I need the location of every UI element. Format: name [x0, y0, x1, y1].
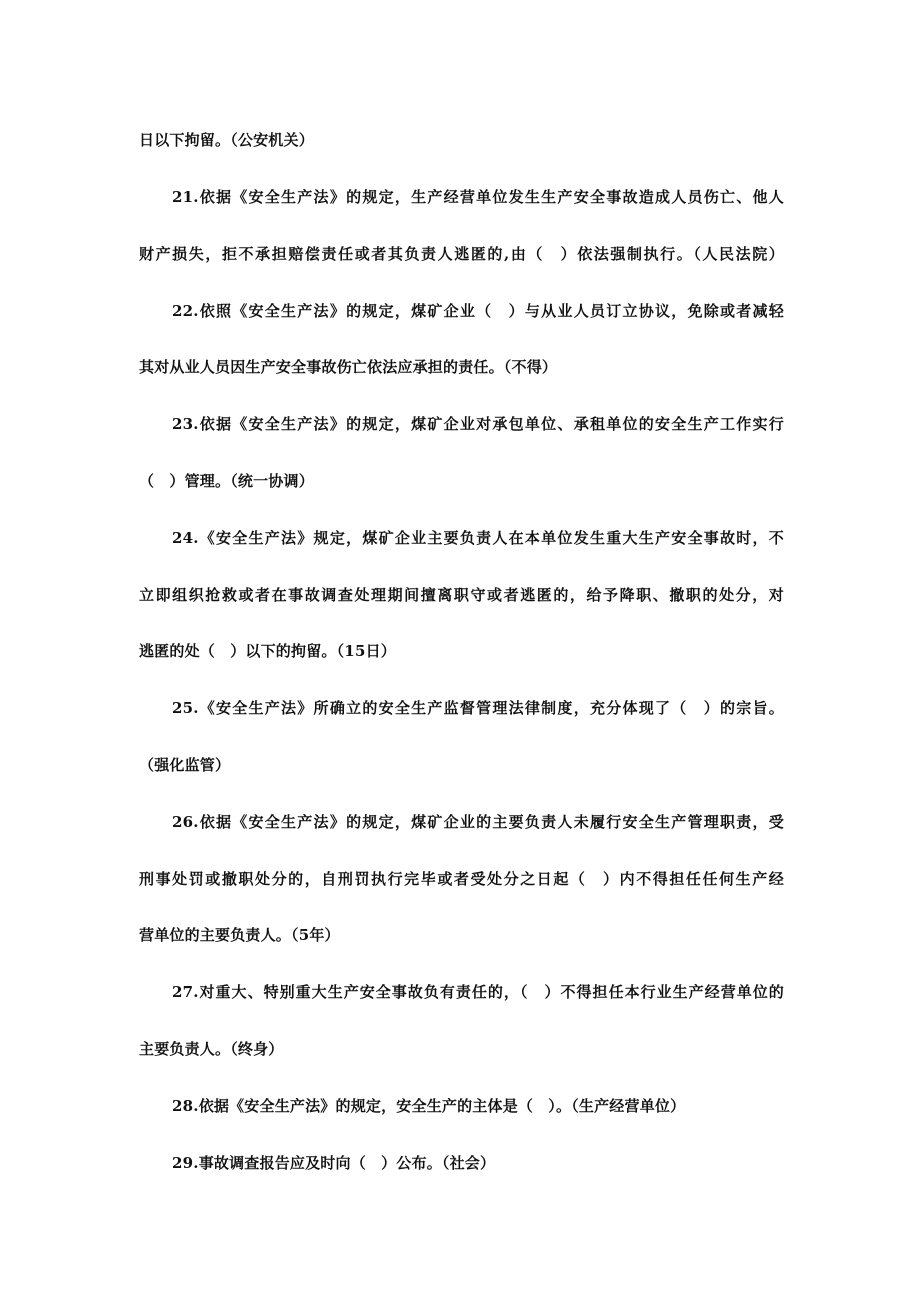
question-27-line-1: 27.对重大、特别重大生产安全事故负有责任的，（ ）不得担任本行业生产经营单位的: [172, 983, 784, 1001]
question-27-line-2: 主要负责人。（终身）: [139, 1040, 284, 1058]
question-21-line-2: 财产损失，拒不承担赔偿责任或者其负责人逃匿的,由（ ）依法强制执行。（人民法院）: [139, 245, 784, 263]
question-24-line-1: 24.《安全生产法》规定，煤矿企业主要负责人在本单位发生重大生产安全事故时，不: [172, 529, 784, 547]
text-line: 日以下拘留。（公安机关）: [139, 131, 314, 149]
question-26-line-1: 26.依据《安全生产法》的规定，煤矿企业的主要负责人未履行安全生产管理职责，受: [172, 813, 784, 831]
question-24-line-3: 逃匿的处（ ）以下的拘留。（15日）: [139, 642, 396, 660]
question-23-line-2: （ ）管理。（统一协调）: [139, 472, 314, 490]
question-26-line-3: 营单位的主要负责人。（5年）: [139, 926, 340, 944]
question-29-line-1: 29.事故调查报告应及时向（ ）公布。（社会）: [172, 1154, 496, 1172]
question-28-line-1: 28.依据《安全生产法》的规定，安全生产的主体是（ ）。（生产经营单位）: [172, 1097, 686, 1115]
question-24-line-2: 立即组织抢救或者在事故调查处理期间擅离职守或者逃匿的，给予降职、撤职的处分，对: [139, 586, 784, 604]
question-25-line-2: （强化监管）: [139, 756, 231, 774]
question-25-line-1: 25.《安全生产法》所确立的安全生产监督管理法律制度，充分体现了（ ）的宗旨。: [172, 699, 784, 717]
question-23-line-1: 23.依据《安全生产法》的规定，煤矿企业对承包单位、承租单位的安全生产工作实行: [172, 415, 784, 433]
question-22-line-1: 22.依照《安全生产法》的规定，煤矿企业（ ）与从业人员订立协议，免除或者减轻: [172, 302, 784, 320]
question-21-line-1: 21.依据《安全生产法》的规定，生产经营单位发生生产安全事故造成人员伤亡、他人: [172, 188, 784, 206]
question-22-line-2: 其对从业人员因生产安全事故伤亡依法应承担的责任。（不得）: [139, 358, 558, 376]
question-26-line-2: 刑事处罚或撤职处分的，自刑罚执行完毕或者受处分之日起（ ）内不得担任任何生产经: [139, 870, 784, 888]
